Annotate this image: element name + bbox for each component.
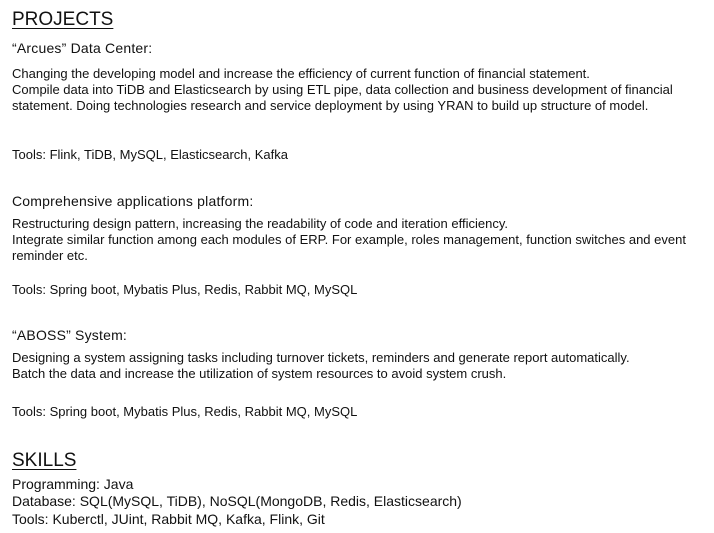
project-description-line: Batch the data and increase the utilization of system resources to avoid system crush. (12, 366, 507, 381)
project-description-line: Changing the developing model and increase the efficiency of current function of financial statement. (12, 66, 590, 81)
projects-heading: PROJECTS (12, 9, 114, 30)
skill-tools: Tools: Kuberctl, JUint, Rabbit MQ, Kafka, Flink, Git (12, 511, 325, 527)
project-title: “Arcues” Data Center: (12, 40, 153, 56)
project-description (12, 66, 702, 114)
project-description (12, 216, 702, 264)
project-tools: Tools: Spring boot, Mybatis Plus, Redis, Rabbit MQ, MySQL (12, 404, 358, 419)
project-description (12, 350, 702, 382)
project-title: “ABOSS” System: (12, 327, 128, 343)
project-tools: Tools: Spring boot, Mybatis Plus, Redis, Rabbit MQ, MySQL (12, 282, 358, 297)
skills-heading: SKILLS (12, 450, 77, 471)
project-tools: Tools: Flink, TiDB, MySQL, Elasticsearch, Kafka (12, 147, 288, 162)
project-description-line: Designing a system assigning tasks including turnover tickets, reminders and generate report automatically. (12, 350, 630, 365)
skill-programming: Programming: Java (12, 476, 134, 492)
project-description-line: Integrate similar function among each modules of ERP. For example, roles management, function switches and event reminder etc. (12, 232, 686, 263)
skill-database: Database: SQL(MySQL, TiDB), NoSQL(MongoDB, Redis, Elasticsearch) (12, 493, 462, 509)
project-description-line: Compile data into TiDB and Elasticsearch by using ETL pipe, data collection and business development of financial statement. Doing technologies research and service deployment by using YRAN to build up structure of model. (12, 82, 673, 113)
project-title: Comprehensive applications platform: (12, 193, 254, 209)
project-description-line: Restructuring design pattern, increasing the readability of code and iteration efficiency. (12, 216, 508, 231)
